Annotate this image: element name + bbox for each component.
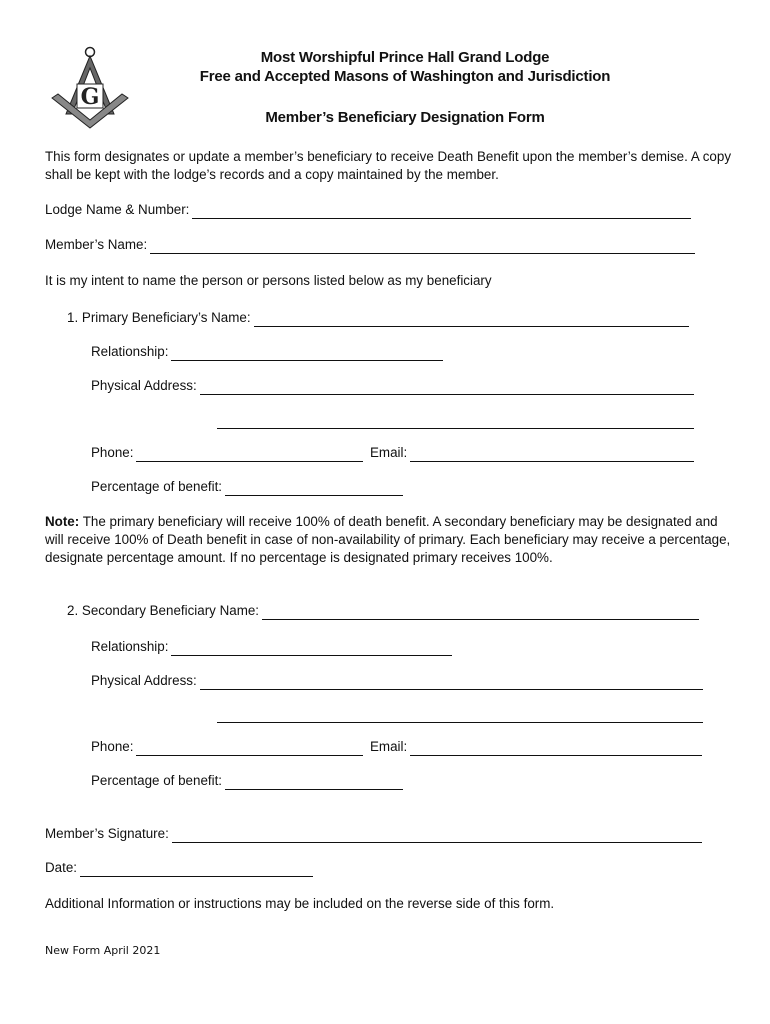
square-and-compass-logo-icon [50, 44, 134, 130]
lodge-name-heading: Most Worshipful Prince Hall Grand Lodge [260, 49, 550, 66]
secondary-relationship-field[interactable] [91, 638, 452, 656]
date-line[interactable] [80, 863, 313, 877]
secondary-percentage-line[interactable] [225, 776, 403, 790]
secondary-percentage-label: Percentage of benefit: [91, 773, 223, 788]
member-name-field[interactable] [45, 236, 695, 254]
secondary-email-label: Email: [370, 739, 408, 754]
primary-address-line-2[interactable] [217, 427, 694, 429]
secondary-relationship-label: Relationship: [91, 639, 169, 654]
form-version-footer: New Form April 2021 [45, 944, 161, 957]
primary-percentage-field[interactable] [91, 478, 403, 496]
primary-phone-label: Phone: [91, 445, 134, 460]
primary-email-line[interactable] [410, 448, 694, 462]
primary-percentage-label: Percentage of benefit: [91, 479, 223, 494]
note-paragraph [45, 513, 735, 567]
secondary-address-field[interactable] [91, 672, 703, 690]
primary-address-line[interactable] [200, 381, 694, 395]
primary-name-field[interactable] [67, 309, 689, 327]
note-label: Note: [45, 514, 80, 529]
signature-line[interactable] [172, 829, 702, 843]
additional-info-text: Additional Information or instructions may be included on the reverse side of this form. [45, 896, 555, 911]
primary-address-field[interactable] [91, 377, 694, 395]
primary-phone-field[interactable] [91, 444, 363, 462]
lodge-name-line[interactable] [192, 205, 691, 219]
secondary-email-line[interactable] [410, 742, 702, 756]
secondary-email-field[interactable] [370, 738, 702, 756]
member-name-label: Member’s Name: [45, 237, 148, 252]
primary-relationship-field[interactable] [91, 343, 443, 361]
primary-phone-line[interactable] [136, 448, 363, 462]
secondary-address-label: Physical Address: [91, 673, 197, 688]
primary-relationship-label: Relationship: [91, 344, 169, 359]
primary-name-line[interactable] [254, 313, 689, 327]
primary-percentage-line[interactable] [225, 482, 403, 496]
secondary-percentage-field[interactable] [91, 772, 403, 790]
secondary-phone-field[interactable] [91, 738, 363, 756]
note-text: The primary beneficiary will receive 100% of death benefit. A secondary beneficiary may be designated and will receive 100% of Death benefit in case of non-availability of primary. Each beneficiary may receive a percentage, designate percentage amount. If no percentage is designated primary receives 100%. [45, 514, 731, 565]
date-label: Date: [45, 860, 78, 875]
jurisdiction-heading: Free and Accepted Masons of Washington and Jurisdiction [199, 68, 611, 85]
member-name-line[interactable] [150, 240, 695, 254]
secondary-address-line-2[interactable] [217, 721, 703, 723]
signature-label: Member’s Signature: [45, 826, 169, 841]
primary-email-label: Email: [370, 445, 408, 460]
secondary-name-line[interactable] [262, 606, 699, 620]
lodge-name-field[interactable] [45, 201, 691, 219]
lodge-name-label: Lodge Name & Number: [45, 202, 190, 217]
secondary-name-label: 2. Secondary Beneficiary Name: [67, 603, 260, 618]
secondary-address-line[interactable] [200, 676, 703, 690]
signature-field[interactable] [45, 825, 702, 843]
svg-text:G: G [80, 84, 100, 110]
secondary-name-field[interactable] [67, 602, 699, 620]
secondary-relationship-line[interactable] [171, 642, 452, 656]
intent-statement: It is my intent to name the person or persons listed below as my beneficiary [45, 273, 492, 288]
date-field[interactable] [45, 859, 313, 877]
primary-email-field[interactable] [370, 444, 694, 462]
secondary-phone-label: Phone: [91, 739, 134, 754]
primary-relationship-line[interactable] [171, 347, 443, 361]
primary-address-label: Physical Address: [91, 378, 197, 393]
intro-paragraph: This form designates or update a member’s beneficiary to receive Death Benefit upon the member’s demise. A copy shall be kept with the lodge’s records and a copy maintained by the member. [45, 149, 732, 182]
secondary-phone-line[interactable] [136, 742, 363, 756]
primary-name-label: 1. Primary Beneficiary’s Name: [67, 310, 251, 325]
form-title: Member’s Beneficiary Designation Form [265, 109, 545, 126]
